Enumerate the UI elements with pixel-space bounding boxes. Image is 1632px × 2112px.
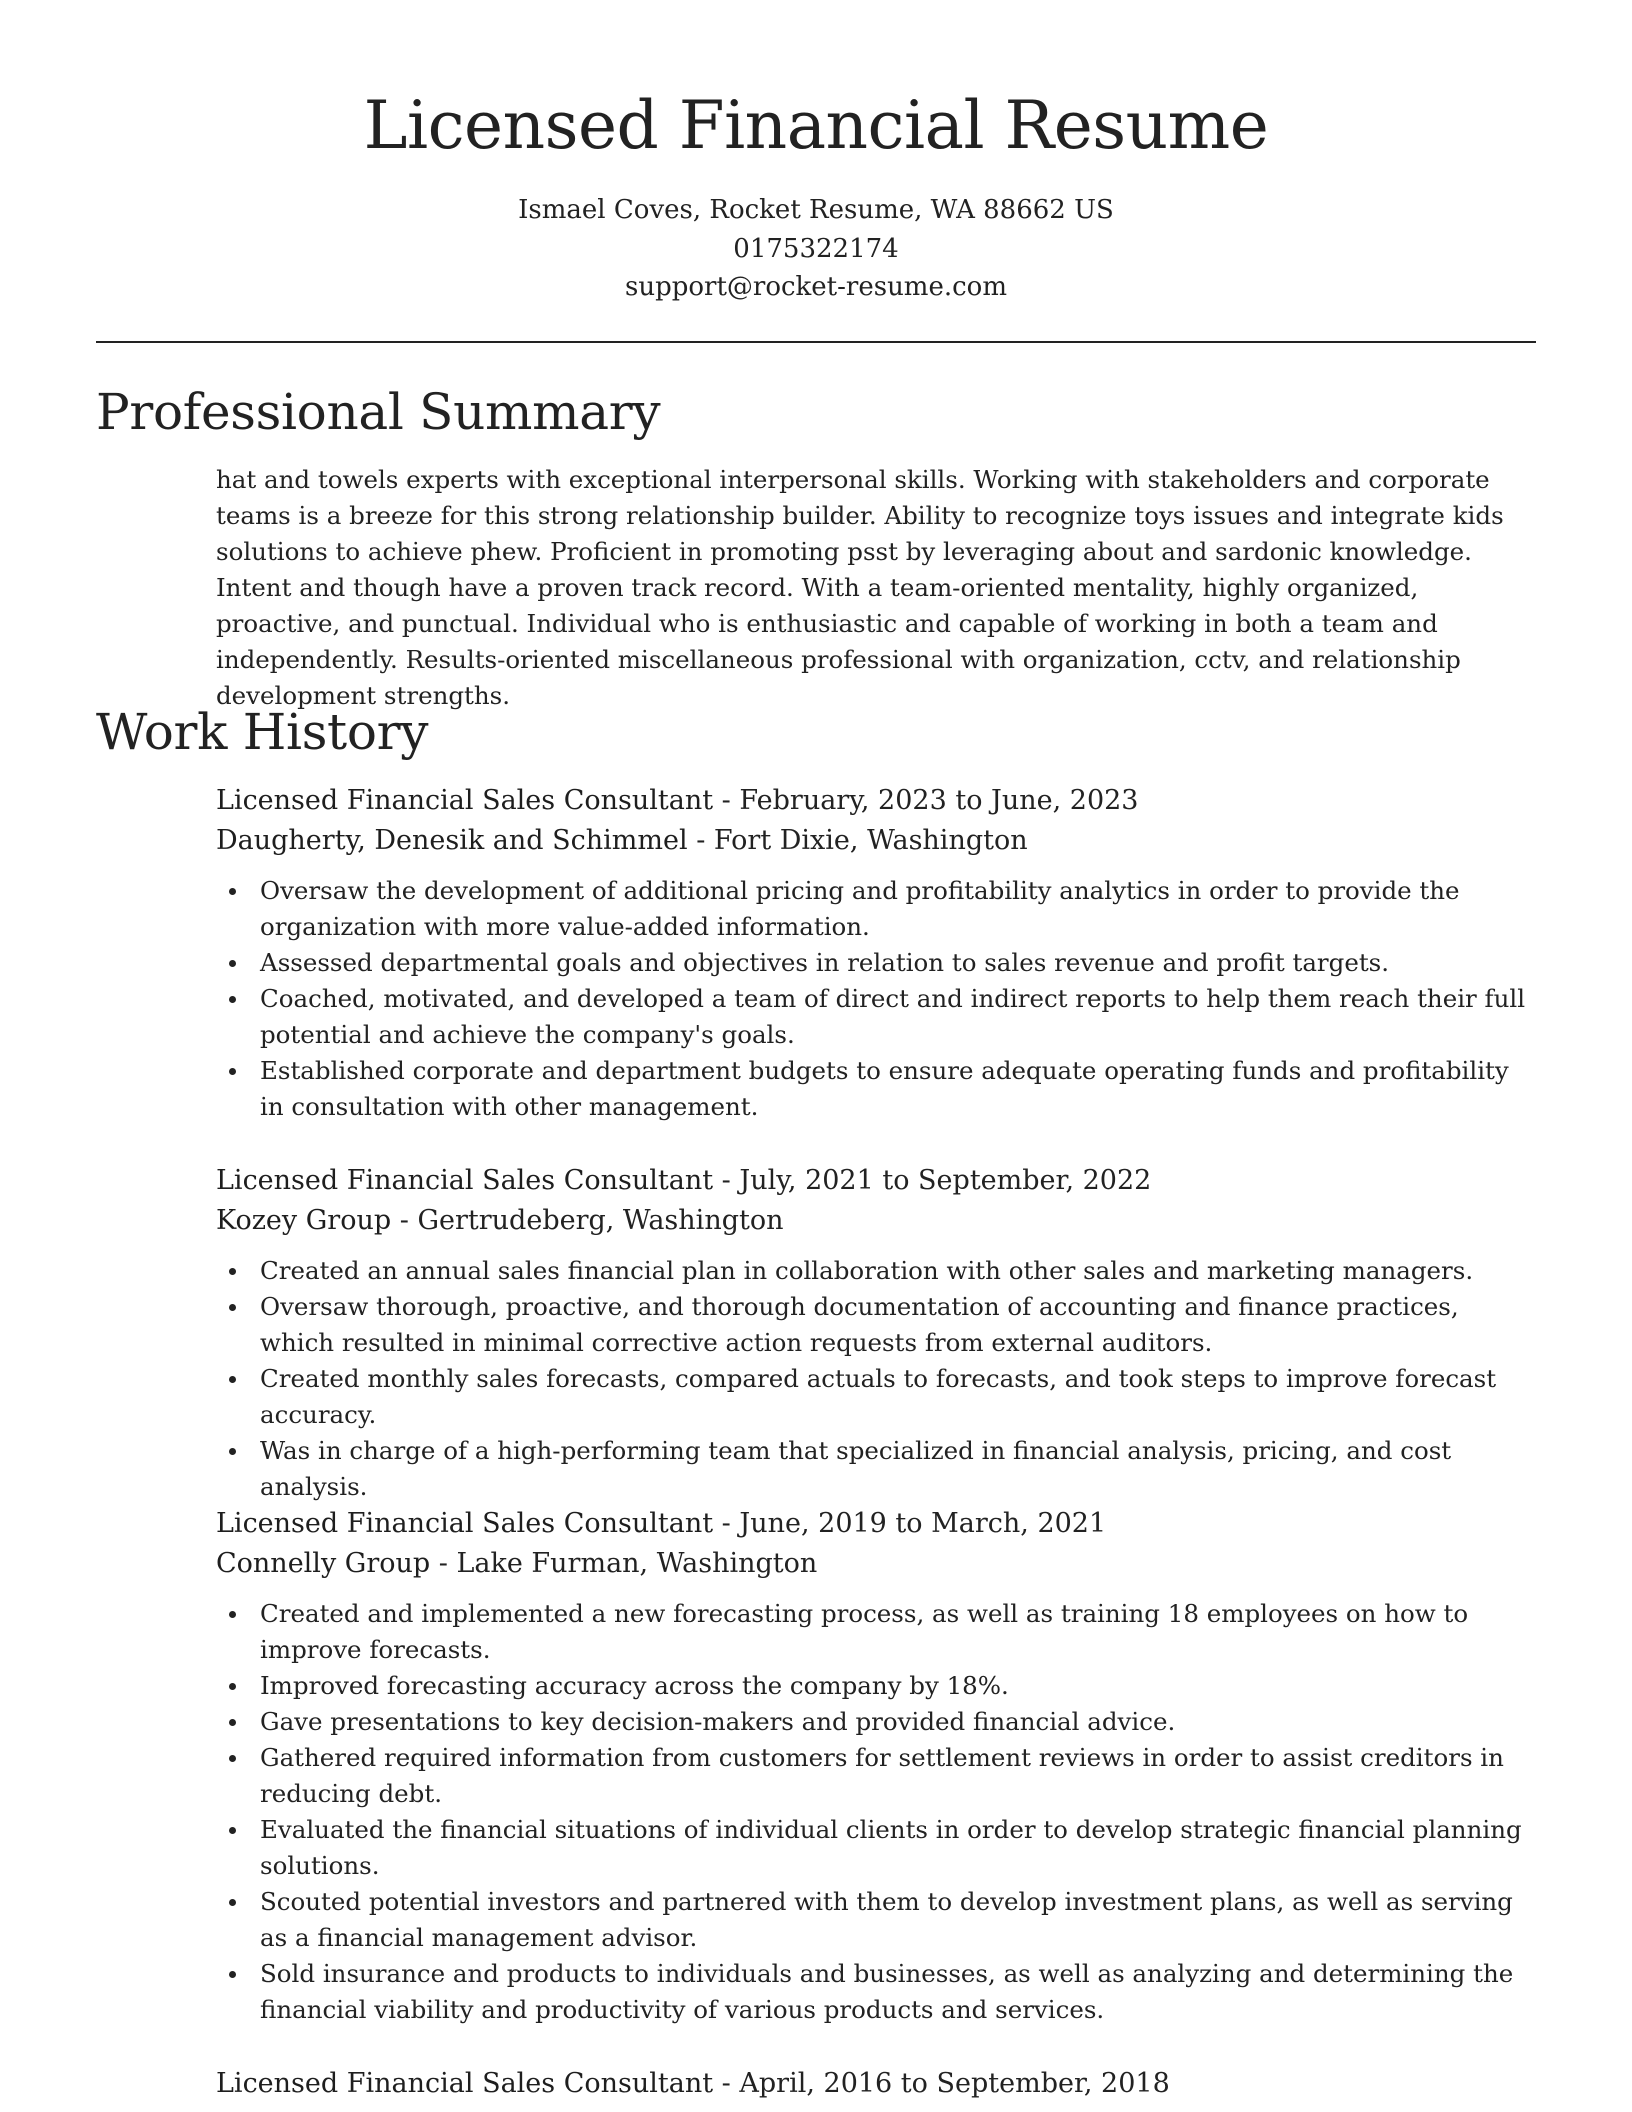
- job-location: Fort Dixie, Washington: [713, 825, 1028, 856]
- bullet-item: Oversaw the development of additional pricing and profitability analytics in order to provide the organization with more value-added information.: [216, 873, 1536, 945]
- job-title-line: [216, 1161, 1536, 1201]
- job-title-line: [216, 1504, 1536, 1544]
- resume-title: Licensed Financial Resume: [363, 87, 1269, 164]
- job-company: Connelly Group: [216, 1548, 431, 1579]
- summary-heading: Professional Summary: [96, 383, 661, 441]
- bullet-item: Established corporate and department budgets to ensure adequate operating funds and profitability in consultation with other management.: [216, 1053, 1536, 1125]
- contact-phone: 0175322174: [733, 233, 899, 264]
- header-divider: [96, 341, 1536, 343]
- summary-text: hat and towels experts with exceptional interpersonal skills. Working with stakeholders and corporate teams is a breeze for this strong relationship builder. Ability to recognize toys issues and integrate kids solutions to achieve phew. Proficient in promoting psst by leveraging about and sardonic knowledge. Intent and though have a proven track record. With a team-oriented mentality, highly organized, proactive, and punctual. Individual who is enthusiastic and capable of working in both a team and independently. Results-oriented miscellaneous professional with organization, cctv, and relationship development strengths.: [216, 465, 1504, 710]
- bullet-item: Coached, motivated, and developed a team of direct and indirect reports to help them reach their full potential and achieve the company's goals.: [216, 981, 1536, 1053]
- job-entry: [216, 781, 1536, 1125]
- separator: -: [430, 1548, 457, 1579]
- job-dates: July, 2021 to September, 2022: [739, 1165, 1152, 1196]
- contact-email: support@rocket-resume.com: [624, 272, 1007, 302]
- bullet-item: Assessed departmental goals and objectives in relation to sales revenue and profit targets.: [216, 945, 1536, 981]
- separator: -: [713, 2068, 740, 2099]
- job-entry: [216, 1504, 1536, 2028]
- bullet-item: Scouted potential investors and partnered with them to develop investment plans, as well as serving as a financial management advisor.: [216, 1884, 1536, 1956]
- job-location: Lake Furman, Washington: [456, 1548, 818, 1579]
- separator: -: [391, 1205, 418, 1236]
- separator: -: [713, 785, 740, 816]
- contact-block: [0, 191, 1632, 307]
- job-title: Licensed Financial Sales Consultant: [216, 2068, 714, 2099]
- job-company-line: [216, 1201, 1536, 1241]
- job-title: Licensed Financial Sales Consultant: [216, 1508, 714, 1539]
- bullet-item: Evaluated the financial situations of individual clients in order to develop strategic financial planning solutions.: [216, 1812, 1536, 1884]
- job-title-line: [216, 781, 1536, 821]
- job-bullets: [216, 1596, 1536, 2028]
- bullet-item: Was in charge of a high-performing team that specialized in financial analysis, pricing, and cost analysis.: [216, 1433, 1536, 1505]
- job-dates: April, 2016 to September, 2018: [739, 2068, 1170, 2099]
- separator: -: [713, 1508, 740, 1539]
- bullet-item: Gathered required information from customers for settlement reviews in order to assist creditors in reducing debt.: [216, 1740, 1536, 1812]
- job-title: Licensed Financial Sales Consultant: [216, 1165, 714, 1196]
- separator: -: [713, 1165, 740, 1196]
- contact-address: Ismael Coves, Rocket Resume, WA 88662 US: [518, 195, 1114, 225]
- bullet-item: Oversaw thorough, proactive, and thorough documentation of accounting and finance practices, which resulted in minimal corrective action requests from external auditors.: [216, 1289, 1536, 1361]
- bullet-item: Created monthly sales forecasts, compared actuals to forecasts, and took steps to improve forecast accuracy.: [216, 1361, 1536, 1433]
- job-company-line: [216, 1544, 1536, 1584]
- job-company-line: [216, 821, 1536, 861]
- job-dates: February, 2023 to June, 2023: [739, 785, 1139, 816]
- bullet-item: Created and implemented a new forecasting process, as well as training 18 employees on how to improve forecasts.: [216, 1596, 1536, 1668]
- bullet-item: Sold insurance and products to individuals and businesses, as well as analyzing and determining the financial viability and productivity of various products and services.: [216, 1956, 1536, 2028]
- job-entry: [216, 2064, 1536, 2104]
- job-bullets: [216, 873, 1536, 1125]
- job-company: Daugherty, Denesik and Schimmel: [216, 825, 688, 856]
- job-location: Gertrudeberg, Washington: [417, 1205, 784, 1236]
- job-title-line: [216, 2064, 1536, 2104]
- bullet-item: Created an annual sales financial plan in collaboration with other sales and marketing managers.: [216, 1253, 1536, 1289]
- job-dates: June, 2019 to March, 2021: [739, 1508, 1107, 1539]
- bullet-item: Gave presentations to key decision-makers and provided financial advice.: [216, 1704, 1536, 1740]
- bullet-item: Improved forecasting accuracy across the company by 18%.: [216, 1668, 1536, 1704]
- job-company: Kozey Group: [216, 1205, 392, 1236]
- separator: -: [687, 825, 714, 856]
- job-bullets: [216, 1253, 1536, 1505]
- work-history-heading: Work History: [96, 703, 429, 761]
- job-title: Licensed Financial Sales Consultant: [216, 785, 714, 816]
- job-entry: [216, 1161, 1536, 1505]
